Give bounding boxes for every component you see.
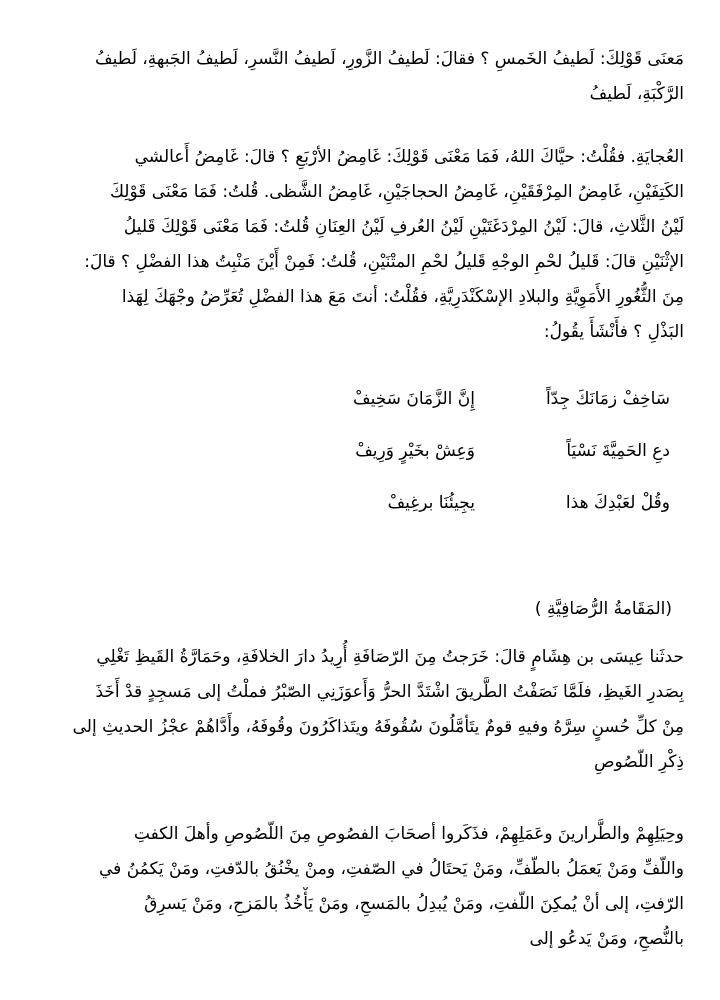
paragraph-3 [34, 640, 684, 780]
verse-first-hemistich: دعِ الحَمِيَّةَ نَسْيَاً [566, 441, 670, 461]
verse-first-hemistich: سَاخِفْ زمَانَكَ جِدّاً [545, 389, 670, 409]
text-line: الرّفتِ، إلى أنْ يُمكِنَ اللّفتِ، ومَنْ يُبدِلُ بالمَسحِ، ومَنْ يَأْخُذُ بالمَزحِ، ومَنْ يَسرِقُ [144, 894, 684, 914]
verse-line [250, 373, 670, 425]
paragraph-2 [34, 140, 684, 350]
poem-verses [250, 373, 670, 529]
text-line: الرَّكْبَةِ، لَطيفُ [589, 84, 684, 104]
text-line: ذِكْرِ اللّصُوصِ [593, 752, 684, 772]
text-line: مَعنَى قَوْلِكَ: لَطيفُ الخَمسِ ؟ فقالَ: لَطيفُ الزَّورِ، لَطيفُ النَّسرِ، لَطيفُ الجَبهةِ، لَطيفُ [95, 49, 684, 69]
verse-line [250, 477, 670, 529]
text-line: مِنْ كلِّ حُسنٍ سِرَّهُ وفيهِ قومٌ يتَأمَّلُونَ سُقُوفَهُ ويتَذاكَرُونَ وقُوفَهُ، وأَدَّاهُمْ عجْزُ الحديثِ إلى [72, 717, 684, 737]
verse-line [250, 425, 670, 477]
paragraph-1 [34, 42, 684, 112]
text-line: بالنُّصحِ، ومَنْ يَدعُو إلى [529, 929, 684, 949]
paragraph-4 [34, 817, 684, 957]
verse-second-hemistich: يجِيئُنَا برغِيفْ [387, 493, 475, 513]
text-line: واللّفِّ ومَنْ يَعمَلُ بالطّفِّ، ومَنْ يَحتَالُ في الصّفتِ، ومنْ يخْنُقُ بالدّفتِ، ومَنْ يَكمُنُ في [99, 859, 684, 879]
text-line: وحِيَلِهِمْ والطَّرارينَ وعَمَلِهِمْ، فذَكَروا أصحَابَ الفصُوصِ مِنَ اللّصُوصِ وأهلَ الكفتِ [133, 824, 684, 844]
verse-first-hemistich: وقُلْ لعَبْدِكَ هذا [565, 493, 670, 513]
text-line: البَذْلِ ؟ فأَنْشَأَ يقُولُ: [543, 322, 684, 342]
text-line: الكَتِفَيْنِ، غَامِضُ المِرْفَقَيْنِ، غَامِضُ الحجاجَيْنِ، غَامِضُ الشَّظى. قُلتُ: فَمَا مَعْنَى قَوْلِكَ [109, 182, 684, 202]
text-line: مِنَ الثُّغُورِ الأَمَوِيَّةِ والبلادِ الإسْكَنْدَرِيَّةِ، فقُلْتُ: أنتَ مَعَ هذا الفضْلِ تُعَرِّضُ وجْهَكَ لِهَذا [121, 287, 684, 307]
text-line: بِصَدرِ الغَيظِ، فلَمَّا نَصَفْتُ الطَّريقَ اشْتَدَّ الحرُّ وَأَعوَزَنِي الصّبْرُ فملْتُ إلى مَسجِدٍ قدْ أَخَذَ [95, 682, 684, 702]
text-line: حدثَنا عِيسَى بن هِشَامٍ قالَ: خَرَجتُ مِنَ الرّصَافَةِ أُرِيدُ دارَ الخلافَةِ، وحَمَارَّةُ القَيظِ تَغْلِي [96, 647, 684, 667]
verse-second-hemistich: إِنَّ الزَّمَانَ سَخِيفْ [352, 389, 475, 409]
text-line: الإثْنَيْنِ قالَ: قَليلُ لحْمِ الوجْهِ قَليلُ لحْمِ المتْنَيْنِ، قُلتُ: فَمِنْ أَيْنَ مَنْبِتُ هذا الفضْلِ ؟ قالَ: [84, 252, 684, 272]
section-title: (المَقَامةُ الرُّصَافِيَّةِ ) [534, 599, 672, 619]
text-line: العُجايَةِ. فقُلْتُ: حيَّاكَ اللهُ، فَمَا مَعْنَى قَوْلِكَ: غَامِضُ الأرْبَعِ ؟ قالَ: غَامِضُ أَعالشي [134, 147, 684, 167]
verse-second-hemistich: وَعِشْ بخَيْرٍ وَرِيفْ [355, 441, 475, 461]
text-line: لَيْنُ الثَّلاثِ، قالَ: لَيْنُ المِرْدَغَتَيْنِ لَيْنُ العُرفِ لَيْنُ العِنَانِ قُلتُ: فَمَا مَعْنَى قَوْلِكَ قَليلُ [123, 217, 684, 237]
